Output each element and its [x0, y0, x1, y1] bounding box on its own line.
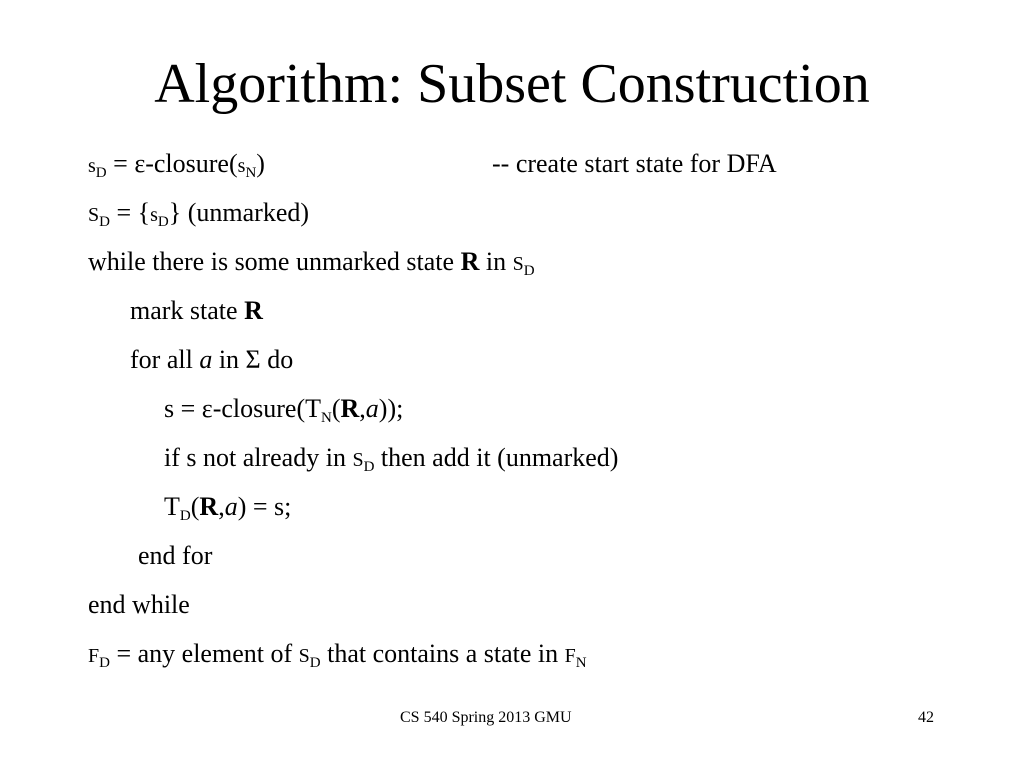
- algo-line-start-state: $s_D$ = $\varepsilon-closure(s_N)$: [88, 149, 265, 181]
- algo-line-end-while: end while: [88, 590, 190, 619]
- footer-course: CS 540 Spring 2013 GMU: [400, 709, 572, 726]
- algo-line-while: while there is some unmarked state R in $S_D$: [88, 247, 535, 279]
- algo-line-mark-state: mark state R: [130, 296, 263, 325]
- algo-line-init-set: $S_D = \{s_D\}$ (unmarked): [88, 198, 310, 230]
- algo-line-transition: $T_D(R,a) = s$;: [164, 492, 292, 524]
- algo-line-final-states: $F_D$ = any element of $S_D$ that contains a state in $F_N$: [88, 639, 587, 671]
- page-number: 42: [918, 709, 934, 726]
- algo-line-closure: $s = \varepsilon-closure(T_N(R,a))$;: [164, 394, 404, 426]
- algo-line-for-all: for all a in Σ do: [130, 345, 294, 374]
- algo-comment: -- create start state for DFA: [492, 149, 777, 178]
- slide-title: Algorithm: Subset Construction: [154, 53, 870, 115]
- algo-line-if: if s not already in $S_D$ then add it (unmarked): [164, 443, 619, 475]
- algo-line-end-for: end for: [138, 541, 213, 570]
